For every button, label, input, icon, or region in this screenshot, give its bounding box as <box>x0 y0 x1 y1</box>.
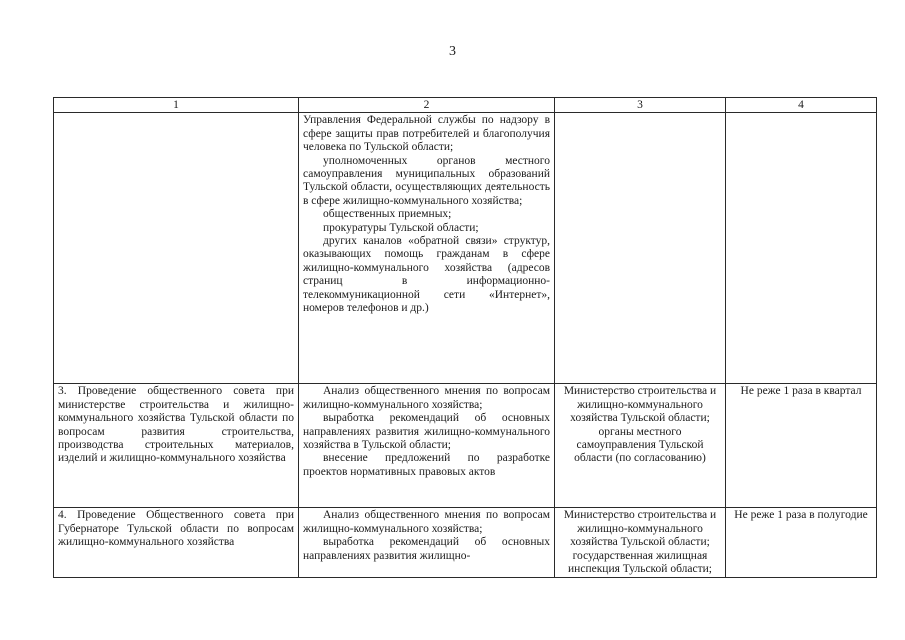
table-row <box>54 508 877 578</box>
row1-col2-para-2: уполномоченных органов местного самоуправления муниципальных образований Тульской области, осуществляющих деятельность в сфере жилищно-коммунального хозяйства; <box>303 154 550 207</box>
row3-col3-cell <box>555 508 726 578</box>
row1-col2-para-5: других каналов «обратной связи» структур, оказывающих помощь гражданам в сфере жилищно-коммунального хозяйства (адресов страниц в информационно-телекоммуникационной сети «Интернет», номеров телефонов и др.) <box>303 235 550 315</box>
row1-col3-cell <box>555 113 726 384</box>
row2-col2-cell <box>299 384 555 508</box>
header-col-4: 4 <box>726 98 877 113</box>
row3-col3-text: Министерство строительства и жилищно-коммунального хозяйства Тульской области; государственная жилищная инспекция Тульской области; <box>563 509 717 576</box>
row3-col4-text: Не реже 1 раза в полугодие <box>734 509 868 522</box>
header-col-1: 1 <box>54 98 299 113</box>
row3-col1-text: 4. Проведение Общественного совета при Губернаторе Тульской области по вопросам жилищно-коммунального хозяйства <box>58 509 294 549</box>
table-row <box>54 384 877 508</box>
row3-col4-cell <box>726 508 877 578</box>
header-col-3: 3 <box>555 98 726 113</box>
row2-col1-cell: 3. Проведение общественного совета при министерстве строительства и жилищно-коммунального хозяйства Тульской области по вопросам развития строительства, производства строительных материалов, изделий и жилищно-коммунального хозяйства <box>54 384 299 508</box>
row1-col1-cell <box>54 113 299 384</box>
row1-col2-para-4: прокуратуры Тульской области; <box>323 221 479 234</box>
row3-col1-cell <box>54 508 299 578</box>
page-number: 3 <box>449 44 456 59</box>
row1-col2-para-3: общественных приемных; <box>323 208 452 221</box>
row2-col2-para-2: выработка рекомендаций об основных направлениях развития жилищно-коммунального хозяйства в Тульской области; <box>303 412 550 452</box>
row3-col2-para-1: Анализ общественного мнения по вопросам жилищно-коммунального хозяйства; <box>303 509 550 535</box>
row2-col2-para-3: внесение предложений по разработке проектов нормативных правовых актов <box>303 452 550 478</box>
header-col-2: 2 <box>299 98 555 113</box>
row2-col3-cell: Министерство строительства и жилищно-коммунального хозяйства Тульской области; органы местного самоуправления Тульской области (по согласованию) <box>555 384 726 508</box>
row1-col2-cell <box>299 113 555 384</box>
row2-col2-para-1: Анализ общественного мнения по вопросам жилищно-коммунального хозяйства; <box>303 385 550 411</box>
row2-col4-cell: Не реже 1 раза в квартал <box>726 384 877 508</box>
table-row <box>54 113 877 384</box>
row1-col2-para-1: Управления Федеральной службы по надзору в сфере защиты прав потребителей и благополучия человека по Тульской области; <box>303 114 550 154</box>
document-table <box>53 97 877 578</box>
row3-col2-para-2: выработка рекомендаций об основных направлениях развития жилищно- <box>303 536 550 562</box>
row1-col4-cell <box>726 113 877 384</box>
table-header-row <box>54 98 877 113</box>
row3-col2-box <box>303 509 550 575</box>
row3-col2-cell <box>299 508 555 578</box>
